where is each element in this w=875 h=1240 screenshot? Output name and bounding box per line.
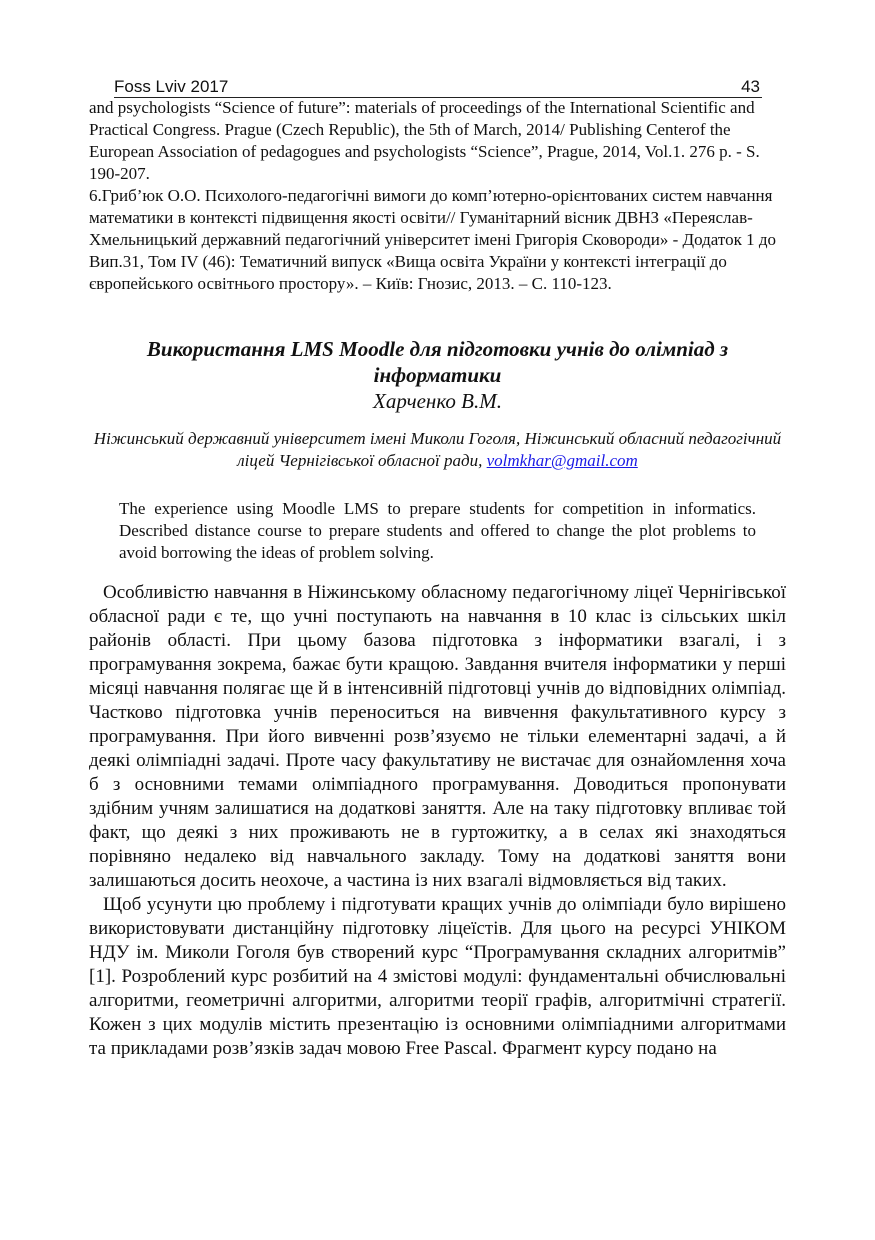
reference-continuation: and psychologists “Science of future”: materials of proceedings of the International Scientific and Practical Congress. Prague (Czech Republic), the 5th of March, 2014/ Publishing Centerof the European Association of pedagogues and psychologists “Science”, Prague, 2014, Vol.1. 276 p. - S. 190-207.: [89, 98, 760, 183]
reference-item-6: 6.Гриб’юк О.О. Психолого-педагогічні вимоги до комп’ютерно-орієнтованих систем навчання математики в контексті підвищення якості освіти// Гуманітарний вісник ДВНЗ «Переяслав-Хмельницький державний педагогічний університет імені Григорія Сковороди» - Додаток 1 до Вип.31, Том IV (46): Тематичний випуск «Вища освіта України у контексті інтеграції до європейського освітнього простору». – Київ: Гнозис, 2013. – С. 110-123.: [89, 186, 776, 293]
article-heading: [89, 336, 786, 414]
email-link[interactable]: volmkhar@gmail.com: [486, 451, 638, 470]
page-number: 43: [741, 77, 760, 96]
reference-list: [89, 97, 789, 295]
author-affiliation: [89, 428, 786, 472]
affiliation-text: Ніжинський державний університет імені Миколи Гоголя, Ніжинський обласний педагогічний ліцей Чернігівської обласної ради,: [93, 429, 782, 470]
article-author: Харченко В.М.: [373, 389, 502, 413]
running-header: [114, 77, 762, 98]
body-paragraph: Щоб усунути цю проблему і підготувати кращих учнів до олімпіади було вирішено використовувати дистанційну підготовку ліцеїстів. Для цього на ресурсі УНІКОМ НДУ ім. Миколи Гоголя був створений курс “Програмування складних алгоритмів” [1]. Розроблений курс розбитий на 4 змістові модулі: фундаментальні обчислювальні алгоритми, геометричні алгоритми, алгоритми теорії графів, алгоритмічні стратегії. Кожен з цих модулів містить презентацію із основними олімпіадними алгоритмами та прикладами розв’язків задач мовою Free Pascal. Фрагмент курсу подано на: [89, 894, 786, 1059]
article-body: [89, 581, 786, 1061]
article-title: Використання LMS Moodle для підготовки учнів до олімпіад з інформатики: [146, 337, 729, 387]
body-paragraph: Особливістю навчання в Ніжинському обласному педагогічному ліцеї Чернігівської обласної ради є те, що учні поступають на навчання в 10 клас із сільських шкіл районів області. При цьому базова підготовка з інформатики взагалі, і з програмування зокрема, бажає бути кращою. Завдання вчителя інформатики у перші місяці навчання полягає ще й в інтенсивній підготовці учнів до відповідних олімпіад. Частково підготовка учнів переноситься на вивчення факультативного курсу з програмування. При його вивченні розв’язуємо не тільки елементарні задачі, а й деякі олімпіадні задачі. Проте часу факультативу не вистачає для ознайомлення хоча б з основними темами олімпіадного програмування. Доводиться пропонувати здібним учням залишатися на додаткові заняття. Але на таку підготовку впливає той факт, що деякі з них проживають не в гуртожитку, а в селах які знаходяться порівняно недалеко від навчального закладу. Тому на додаткові заняття вони залишаються досить неохоче, а частина із них взагалі відмовляється від таких.: [89, 582, 786, 891]
conference-name: Foss Lviv 2017: [114, 77, 229, 96]
abstract: The experience using Moodle LMS to prepare students for competition in informatics. Described distance course to prepare students and offered to change the plot problems to avoid borrowing the ideas of problem solving.: [119, 499, 756, 562]
